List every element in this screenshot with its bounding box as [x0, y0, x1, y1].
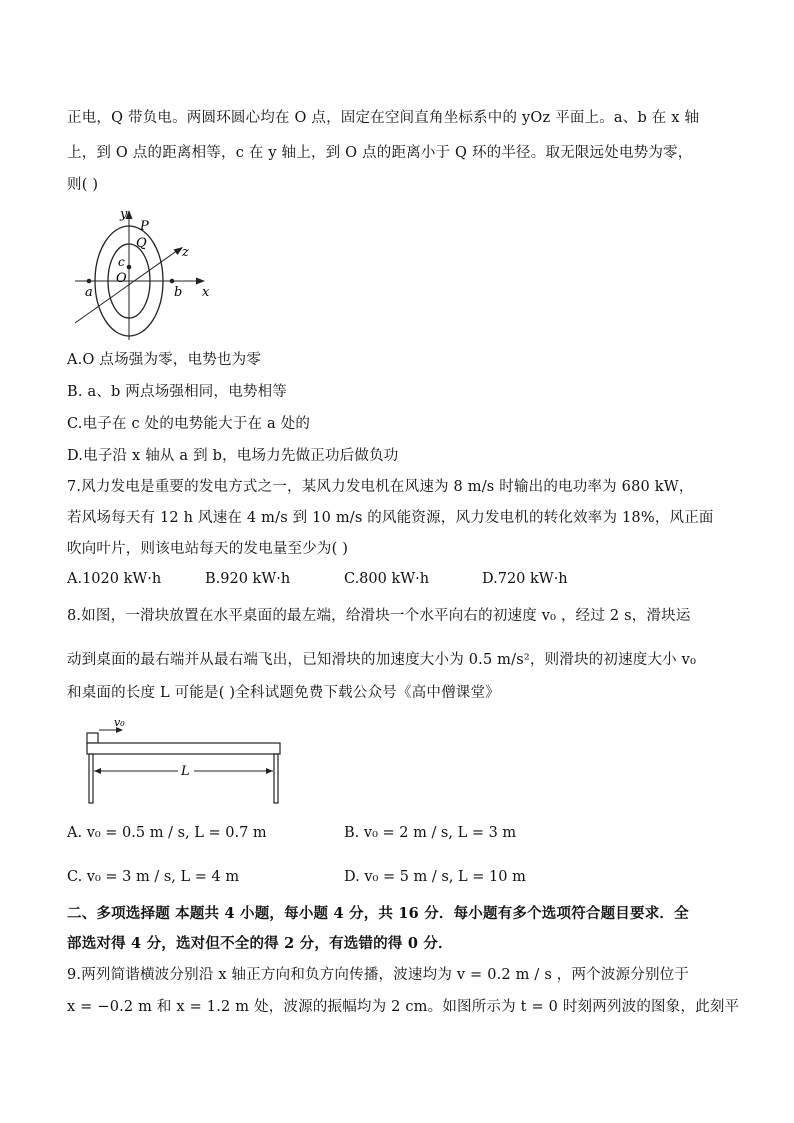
- q6-text-line-3: 则( ): [67, 177, 99, 193]
- q6-option-b: B. a、b 两点场强相同，电势相等: [67, 384, 288, 400]
- label-Q: Q: [136, 236, 147, 251]
- q6-option-d: D.电子沿 x 轴从 a 到 b，电场力先做正功后做负功: [67, 448, 399, 464]
- q6-option-a: A.O 点场强为零，电势也为零: [67, 352, 262, 368]
- label-z: z: [182, 245, 189, 260]
- q7-option-d: D.720 kW·h: [482, 571, 568, 587]
- q6-text-line-2: 上，到 O 点的距离相等，c 在 y 轴上，到 O 点的距离小于 Q 环的半径。取无限远处电势为零，: [67, 145, 693, 161]
- slider-block: [87, 733, 98, 743]
- q8-option-a: A. v₀ = 0.5 m / s, L = 0.7 m: [67, 825, 267, 841]
- point-a: [87, 279, 92, 284]
- q8-text-line-2: 动到桌面的最右端并从最右端飞出，已知滑块的加速度大小为 0.5 m/s²，则滑块的初速度大小 v₀: [67, 652, 697, 668]
- section2-heading-line-2: 部选对得 4 分，选对但不全的得 2 分，有选错的得 0 分．: [67, 935, 453, 952]
- label-P: P: [140, 219, 149, 234]
- label-b: b: [174, 285, 183, 300]
- q7-text-line-3: 吹向叶片，则该电站每天的发电量至少为( ): [67, 541, 349, 557]
- point-b: [170, 279, 175, 284]
- q8-text-line-1: 8.如图，一滑块放置在水平桌面的最左端，给滑块一个水平向右的初速度 v₀ ，经过 2 s，滑块运: [67, 608, 691, 624]
- q8-option-d: D. v₀ = 5 m / s, L = 10 m: [344, 869, 526, 885]
- label-a: a: [85, 285, 93, 300]
- q7-option-b: B.920 kW·h: [205, 571, 291, 587]
- q6-option-c: C.电子在 c 处的电势能大于在 a 处的: [67, 416, 311, 432]
- q8-option-b: B. v₀ = 2 m / s, L = 3 m: [344, 825, 517, 841]
- q7-option-c: C.800 kW·h: [344, 571, 430, 587]
- point-c: [127, 265, 132, 270]
- q8-option-c: C. v₀ = 3 m / s, L = 4 m: [67, 869, 240, 885]
- q8-text-line-3: 和桌面的长度 L 可能是( )全科试题免费下载公众号《高中僧课堂》: [67, 685, 500, 701]
- section2-heading-line-1: 二、多项选择题 本题共 4 小题，每小题 4 分，共 16 分．每小题有多个选项符合题目要求．全: [67, 905, 689, 922]
- q9-text-line-2: x = −0.2 m 和 x = 1.2 m 处，波源的振幅均为 2 cm。如图所示为 t = 0 时刻两列波的图象，此刻平: [67, 999, 740, 1015]
- q6-ring-figure: [70, 202, 230, 342]
- label-x: x: [202, 285, 210, 300]
- q7-option-a: A.1020 kW·h: [67, 571, 162, 587]
- label-v0: v₀: [114, 716, 125, 729]
- table-top: [87, 743, 280, 754]
- q9-text-line-1: 9.两列简谐横波分别沿 x 轴正方向和负方向传播，波速均为 v = 0.2 m / s ，两个波源分别位于: [67, 967, 690, 983]
- q6-text-line-1: 正电，Q 带负电。两圆环圆心均在 O 点，固定在空间直角坐标系中的 yOz 平面上。a、b 在 x 轴: [67, 110, 700, 126]
- q8-table-figure: [78, 713, 298, 813]
- label-L: L: [181, 764, 190, 779]
- q7-text-line-1: 7.风力发电是重要的发电方式之一，某风力发电机在风速为 8 m/s 时输出的电功率为 680 kW，: [67, 479, 694, 495]
- label-y: y: [120, 207, 128, 222]
- q7-text-line-2: 若风场每天有 12 h 风速在 4 m/s 到 10 m/s 的风能资源，风力发电机的转化效率为 18%，风正面: [67, 510, 714, 526]
- label-c: c: [118, 255, 125, 269]
- label-O: O: [116, 271, 127, 286]
